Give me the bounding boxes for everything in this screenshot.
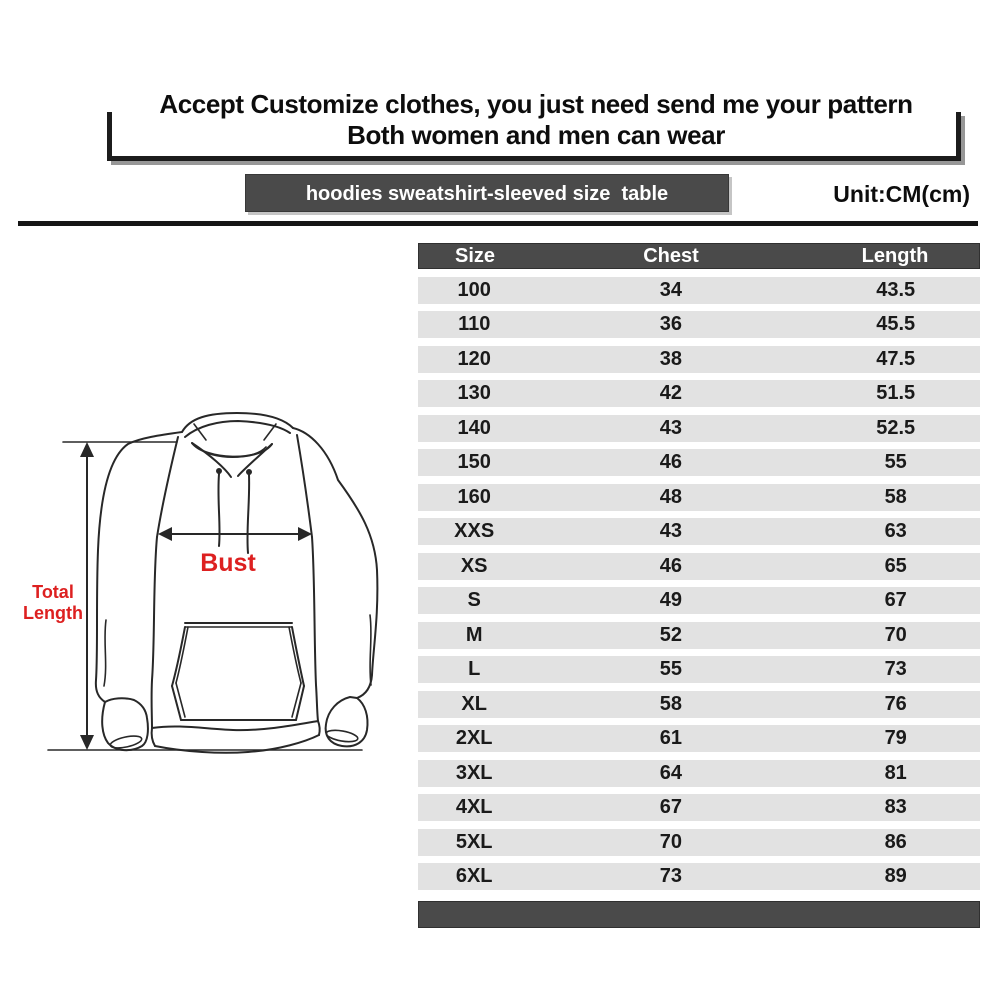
chest-cell: 49 <box>659 589 683 611</box>
table-row <box>418 622 980 649</box>
size-cell: L <box>468 658 481 680</box>
size-cell: S <box>467 589 481 611</box>
hem-band <box>152 721 320 753</box>
size-cell: 6XL <box>455 865 493 887</box>
arrow-down-icon <box>80 735 94 750</box>
unit-label: Unit:CM(cm) <box>833 181 970 207</box>
page-title-line1: Accept Customize clothes, you just need send me your pattern <box>159 89 913 119</box>
length-cell: 63 <box>884 520 907 542</box>
arrow-left-icon <box>158 527 172 541</box>
length-cell: 58 <box>884 485 907 508</box>
length-cell: 43.5 <box>876 278 916 301</box>
size-cell: 4XL <box>455 796 493 818</box>
size-cell: M <box>465 623 483 646</box>
chest-column-header: Chest <box>643 244 699 267</box>
table-row <box>418 277 980 304</box>
table-row <box>418 380 980 407</box>
size-cell: 150 <box>457 451 491 473</box>
left-cuff <box>102 698 148 750</box>
hood-icon <box>182 413 293 553</box>
chest-cell: 58 <box>659 692 683 715</box>
length-column-header: Length <box>861 244 929 267</box>
chest-cell: 70 <box>659 830 683 853</box>
size-cell: XS <box>460 554 488 577</box>
length-cell: 51.5 <box>876 382 916 404</box>
size-cell: 160 <box>457 485 491 508</box>
chest-cell: 43 <box>659 520 683 542</box>
size-cell: 120 <box>457 347 491 370</box>
drawstring <box>218 474 219 546</box>
table-row <box>418 794 980 821</box>
size-cell: 110 <box>458 313 491 335</box>
length-cell: 86 <box>884 830 907 853</box>
page-title <box>72 89 1000 151</box>
chest-cell: 42 <box>659 382 683 404</box>
arrow-up-icon <box>80 442 94 457</box>
table-row <box>418 725 980 752</box>
table-title-banner: hoodies sweatshirt-sleeved size table <box>245 174 729 212</box>
chest-cell: 61 <box>659 727 683 749</box>
size-cell: 3XL <box>455 761 493 784</box>
length-cell: 81 <box>884 761 907 784</box>
hoodie-drawing <box>20 380 440 780</box>
table-footer-bar <box>418 901 980 928</box>
size-cell: 140 <box>457 416 491 439</box>
arrow-right-icon <box>298 527 312 541</box>
table-row <box>418 829 980 856</box>
page-title-line2: Both women and men can wear <box>347 120 725 150</box>
length-cell: 70 <box>884 623 907 646</box>
length-cell: 83 <box>884 796 907 818</box>
length-cell: 67 <box>884 589 907 611</box>
size-cell: 5XL <box>455 830 493 853</box>
length-cell: 45.5 <box>876 313 916 335</box>
chest-cell: 55 <box>659 658 683 680</box>
length-cell: 73 <box>884 658 907 680</box>
bust-arrow <box>158 527 312 541</box>
chest-cell: 64 <box>659 761 683 784</box>
divider-line <box>18 221 978 226</box>
length-cell: 55 <box>884 451 907 473</box>
kangaroo-pocket <box>172 623 304 720</box>
table-row <box>418 691 980 718</box>
chest-cell: 36 <box>659 313 683 335</box>
size-cell: 100 <box>457 278 491 301</box>
table-row <box>418 863 980 890</box>
size-cell: 130 <box>457 382 491 404</box>
chest-cell: 34 <box>659 278 683 301</box>
chest-cell: 46 <box>659 554 683 577</box>
size-cell: XL <box>461 692 487 715</box>
table-header-row <box>418 243 980 269</box>
length-cell: 76 <box>884 692 907 715</box>
hoodie-body-outline <box>96 428 378 753</box>
chest-cell: 38 <box>659 347 683 370</box>
table-row <box>418 449 980 476</box>
length-cell: 52.5 <box>876 416 916 439</box>
size-table <box>418 243 980 890</box>
table-row <box>418 484 980 511</box>
table-row <box>418 346 980 373</box>
chest-cell: 52 <box>659 623 683 646</box>
table-row <box>418 656 980 683</box>
size-cell: XXS <box>454 520 495 542</box>
chest-cell: 43 <box>659 416 683 439</box>
chest-cell: 46 <box>659 451 683 473</box>
length-cell: 65 <box>884 554 907 577</box>
table-row <box>418 311 980 338</box>
length-cell: 79 <box>884 727 907 749</box>
chest-cell: 67 <box>659 796 683 818</box>
table-row <box>418 760 980 787</box>
length-cell: 47.5 <box>876 347 916 370</box>
length-cell: 89 <box>884 865 907 887</box>
size-column-header: Size <box>454 244 496 267</box>
total-length-label: Total Length <box>23 582 83 623</box>
table-row <box>418 415 980 442</box>
size-cell: 2XL <box>455 727 493 749</box>
table-row <box>418 587 980 614</box>
table-row <box>418 518 980 545</box>
bust-label: Bust <box>200 549 256 577</box>
drawstring <box>247 475 249 553</box>
chest-cell: 48 <box>659 485 683 508</box>
chest-cell: 73 <box>659 865 683 887</box>
table-row <box>418 553 980 580</box>
